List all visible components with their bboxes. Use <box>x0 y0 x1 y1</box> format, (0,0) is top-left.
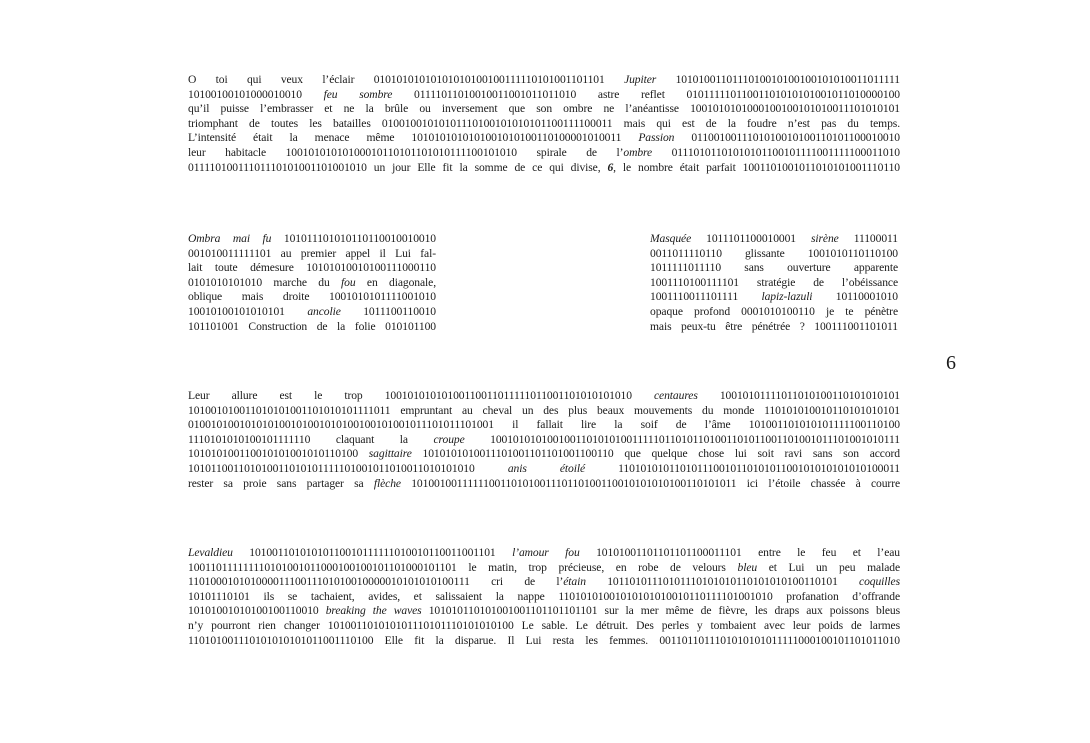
text-line <box>188 247 436 262</box>
text-run: 010010100101010100101001010100100101001011101011101001 il fallait lire la soif de l’âme 101001101010101111100110100 <box>188 418 900 432</box>
text-run: 01110101101010101100101111001111100011010 <box>652 145 900 159</box>
text-line <box>650 276 898 291</box>
italic-phrase: Passion <box>638 131 675 145</box>
paragraph-3 <box>188 546 900 648</box>
text-run: 101010100110010101001010110100 <box>188 447 369 461</box>
italic-phrase: Masquée <box>650 232 692 245</box>
italic-phrase: Jupiter <box>624 73 657 86</box>
page-number: 6 <box>946 352 956 374</box>
italic-phrase: feu sombre <box>323 87 393 101</box>
text-line <box>650 320 898 335</box>
text-line <box>650 261 898 276</box>
text-run: 1011100110010 <box>340 304 436 318</box>
text-line <box>188 561 900 576</box>
text-line <box>188 290 436 305</box>
text-line <box>188 619 900 634</box>
text-run: L’intensité était la menace même 1010101010101001010100110100001010011 <box>188 131 639 145</box>
italic-phrase: ancolie <box>307 304 341 318</box>
text-run: et Lui un peu malade <box>757 560 900 574</box>
text-run: 1110101010100101111110 claquant la <box>188 432 434 446</box>
text-run: 10101001010100100110010 <box>188 604 326 618</box>
text-line <box>188 276 436 291</box>
text-run: n’y pourront rien changer 101001101010101110101110101010100 Le sable. Le détruit. Des perles y tombaient avec leur poids de larmes <box>188 618 900 632</box>
text-run: 10101001101101101100011101 entre le feu et l’eau <box>579 546 900 559</box>
text-run: 110101001110101010101011001110100 Elle fit la disparue. Il Lui resta les femmes. 0011011011101010101011111000100101101011010 <box>188 633 900 647</box>
text-run: 1011111011110 sans ouverture apparente <box>650 261 898 275</box>
italic-phrase: centaures <box>654 389 698 402</box>
italic-phrase: anis étoilé <box>507 461 586 475</box>
text-run: 11010101011010111001011010101100101010101010100011 <box>585 461 900 475</box>
text-line <box>188 634 900 649</box>
text-run: oblique mais droite 1001010101111001010 <box>188 290 436 304</box>
paragraph-2 <box>188 389 900 491</box>
text-line <box>188 418 900 433</box>
italic-phrase: étain <box>563 575 586 589</box>
text-line <box>188 232 436 247</box>
text-run: , le nombre était parfait 1001101001011010101001110110 <box>613 160 900 174</box>
text-run: 1001010101001001101010100111110110101101001101011001101001011101001010111 <box>464 432 900 446</box>
text-line <box>188 389 900 404</box>
text-run: 1011101100010001 <box>691 232 811 245</box>
text-run: mais peux-tu être pénétrée ? 100111001101011 <box>650 319 898 333</box>
text-run: 1001110011101111 <box>650 290 762 304</box>
text-run: 1010010011111100110101001110110100110010101010100110101011 ici l’étoile chassée à courre <box>400 476 900 490</box>
text-run: 10010100101010101 <box>188 304 308 318</box>
text-line <box>650 305 898 320</box>
italic-phrase: flèche <box>373 476 401 490</box>
italic-phrase: coquilles <box>859 575 900 589</box>
text-line <box>188 546 900 561</box>
italic-phrase: fou <box>341 275 356 289</box>
text-run: 0101010101010 marche du <box>188 275 342 289</box>
text-run: 1001110100111101 stratégie de l’obéissance <box>650 275 898 289</box>
italic-phrase: breaking the waves <box>325 604 422 618</box>
text-run: 01111011010010011001011011010 astre reflet 01011111011001101010101001011010000100 <box>392 87 900 101</box>
text-line <box>188 131 900 146</box>
text-run: 101101001 Construction de la folie 010101100 <box>188 319 436 333</box>
text-line <box>650 290 898 305</box>
text-run: 10100100101000010010 <box>188 87 324 101</box>
text-run: 10101110101 ils se tachaient, avides, et salissaient la nappe 11010101001010101010010110111101001010 profanation d’offrande <box>188 589 900 603</box>
text-run: 11100011 <box>838 232 898 245</box>
text-line <box>188 146 900 161</box>
text-run: 101011001101010011010101111101001011010011010101010 <box>188 461 508 475</box>
text-line <box>188 261 436 276</box>
paragraph-1 <box>188 73 900 175</box>
text-run: 11010001010100001110011101010010000010101010100111 cri de l’ <box>188 575 564 589</box>
text-line <box>188 447 900 462</box>
text-run: en diagonale, <box>355 275 436 289</box>
text-run: 10110001010 <box>812 290 898 304</box>
text-run: opaque profond 0001010100110 je te pénètre <box>650 304 898 318</box>
text-line <box>188 604 900 619</box>
column-left-stanza <box>188 232 436 334</box>
italic-phrase: ombre <box>623 145 653 159</box>
text-run: 1010101010011101001101101001100110 que quelque chose lui soit ravi sans son accord <box>411 447 900 461</box>
text-line <box>188 88 900 103</box>
text-line <box>188 433 900 448</box>
text-run: 001010011111101 au premier appel il Lui fal- <box>188 246 436 260</box>
text-run: Leur allure est le trop 10010101010100110011011111011001101010101010 <box>188 389 655 402</box>
text-run: 100110111111110101001011000100100101101000101101 le matin, trop précieuse, en robe de velours <box>188 560 738 574</box>
text-line <box>188 102 900 117</box>
text-line <box>188 320 436 335</box>
text-run: O toi qui veux l’éclair 01010101010101010100100111110101001101101 <box>188 73 625 86</box>
text-run: 1010100110111010010100100101010011011111 <box>656 73 900 86</box>
text-run: rester sa proie sans partager sa <box>188 476 374 490</box>
text-run: 101001010011010101001101010101111011 empruntant au cheval un des plus beaux mouvements du monde 110101010010110101010101 <box>188 403 900 417</box>
text-run: 10110101110101110101010110101010100110101 <box>585 575 860 589</box>
emphasis: 6 <box>607 160 614 174</box>
text-line <box>188 575 900 590</box>
text-line <box>188 161 900 176</box>
text-line <box>188 305 436 320</box>
text-run: 101010110101001001101101101101 sur la mer même de fièvre, les draps aux poissons bleus <box>421 604 900 618</box>
text-run: triomphant de toutes les batailles 01001001010101110100101010101100111100011 mais qui est de la foudre n’est pas du temps. <box>188 116 900 130</box>
text-run: 0110010011101010010100110101100010010 <box>674 131 900 145</box>
italic-phrase: Ombra mai fu <box>188 232 272 245</box>
text-line <box>650 247 898 262</box>
text-line <box>188 477 900 492</box>
text-line <box>188 462 900 477</box>
text-run: 01111010011101110101001101001010 un jour Elle fit la somme de ce qui divise, <box>188 160 608 174</box>
italic-phrase: croupe <box>433 432 465 446</box>
italic-phrase: Levaldieu <box>188 546 233 559</box>
text-run: 10100110101010110010111111010010110011001101 <box>232 546 513 559</box>
text-run: lait toute démesure 10101010010100111000110 <box>188 261 436 275</box>
text-line <box>188 404 900 419</box>
text-run: 101011101010110110010010010 <box>271 232 436 245</box>
text-line <box>188 590 900 605</box>
text-line <box>188 117 900 132</box>
text-run: 0011011110110 glissante 1001010110110100 <box>650 246 898 260</box>
text-run: 10010101111011010100110101010101 <box>697 389 900 402</box>
italic-phrase: bleu <box>737 560 758 574</box>
column-right-stanza <box>650 232 898 334</box>
italic-phrase: lapiz-lazuli <box>761 290 813 304</box>
text-run: qu’il puisse l’embrasser et ne la brûle ou inversement que son ombre ne l’anéantisse 1001010101000100100101010011101010101 <box>188 102 900 116</box>
text-run: leur habitacle 10010101010100010110101101010111100101010 spirale de l’ <box>188 145 624 159</box>
text-line <box>188 73 900 88</box>
text-line <box>650 232 898 247</box>
italic-phrase: l’amour fou <box>512 546 580 559</box>
italic-phrase: sirène <box>810 232 839 245</box>
italic-phrase: sagittaire <box>368 447 412 461</box>
